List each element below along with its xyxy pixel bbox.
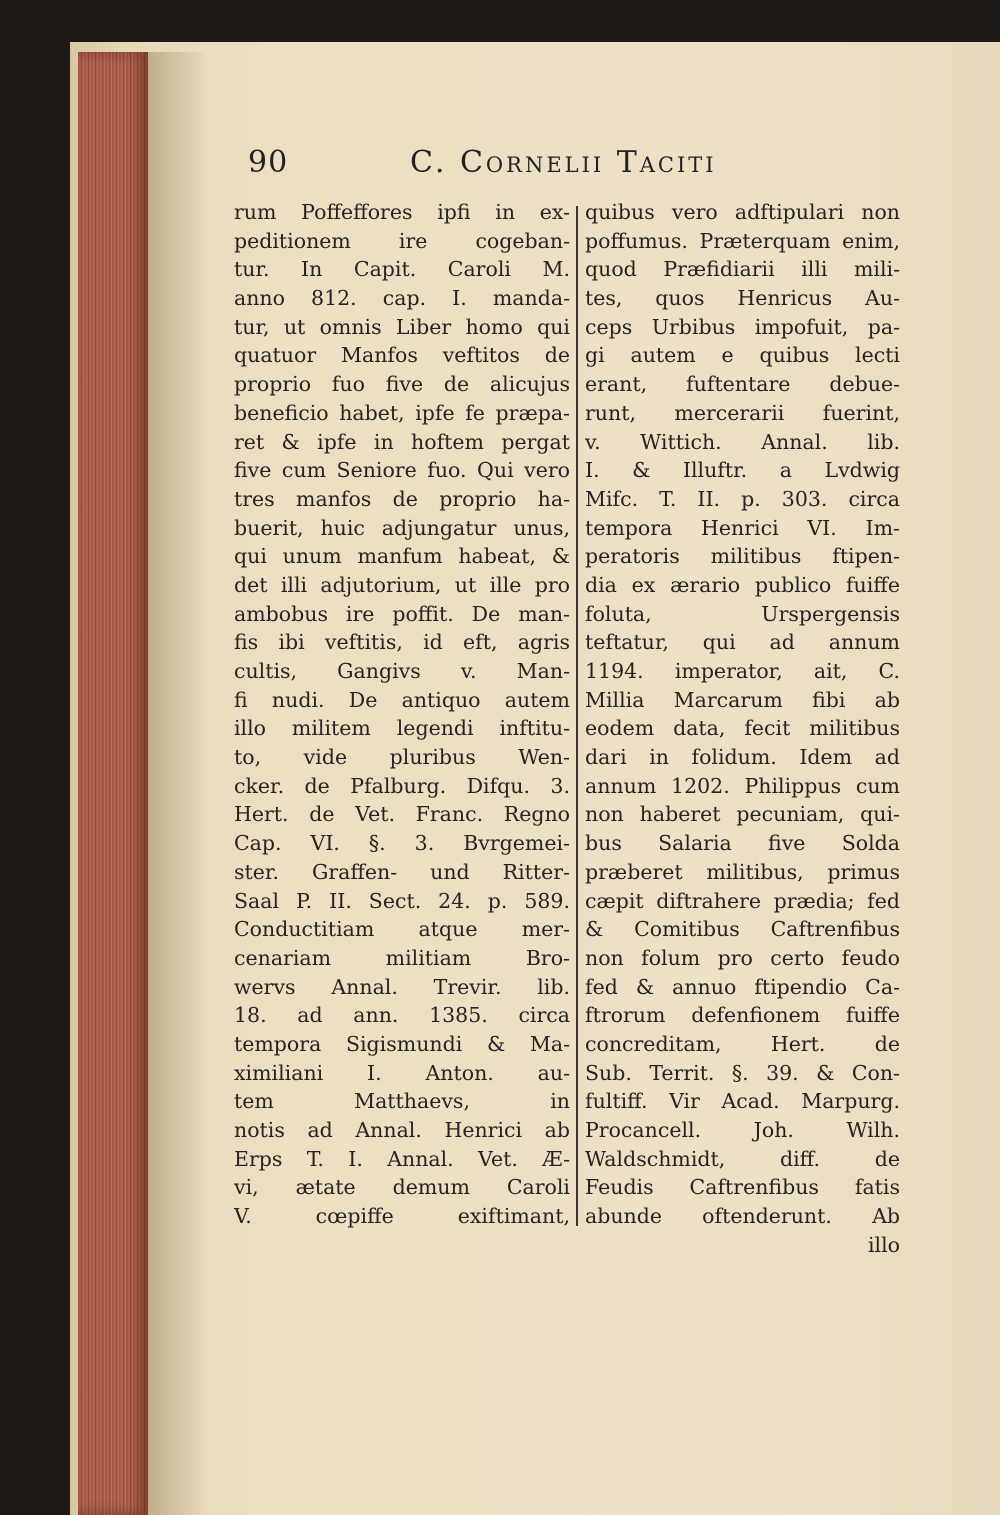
page-number: 90	[248, 145, 289, 180]
text-line: beneficio habet, ipfe fe præpa-	[234, 400, 570, 425]
binding-gutter	[148, 52, 208, 1515]
text-line: det illi adjutorium, ut ille pro	[234, 572, 570, 597]
text-line: fed & annuo ftipendio Ca-	[585, 974, 900, 999]
text-line: Sub. Territ. §. 39. & Con-	[585, 1060, 900, 1085]
text-line: cultis, Gangivs v. Man-	[234, 659, 570, 683]
text-line: v. Wittich. Annal. lib.	[585, 429, 900, 454]
text-line: wervs Annal. Trevir. lib.	[234, 974, 570, 999]
text-line: peratoris militibus ftipen-	[585, 544, 900, 569]
running-head: C. Cornelii Taciti	[410, 145, 717, 180]
text-line: I. & Illuftr. a Lvdwig	[585, 458, 900, 483]
text-line: Erps T. I. Annal. Vet. Æ-	[234, 1146, 570, 1171]
text-line: five cum Seniore fuo. Qui vero	[234, 458, 570, 483]
text-line: poffumus. Præterquam enim,	[585, 228, 900, 253]
text-line: tempora Sigismundi & Ma-	[234, 1031, 570, 1056]
text-line: ambobus ire poffit. De man-	[234, 601, 570, 626]
text-line: fi nudi. De antiquo autem	[234, 687, 570, 712]
text-line: præberet militibus, primus	[585, 859, 900, 884]
text-line: dia ex ærario publico fuiffe	[585, 572, 900, 597]
text-line: vi, ætate demum Caroli	[234, 1175, 570, 1200]
text-line: tur. In Capit. Caroli M.	[234, 257, 570, 282]
text-line: annum 1202. Philippus cum	[585, 773, 900, 798]
text-line: abunde oftenderunt. Ab	[585, 1204, 900, 1229]
text-line: tres manfos de proprio ha-	[234, 486, 570, 511]
text-line: Waldschmidt, diff. de	[585, 1146, 900, 1171]
text-line: tur, ut omnis Liber homo qui	[234, 314, 570, 339]
text-line: ftrorum defenfionem fuiffe	[585, 1003, 900, 1028]
text-line: tempora Henrici VI. Im-	[585, 515, 900, 540]
text-line: ximiliani I. Anton. au-	[234, 1060, 570, 1085]
left-column	[234, 198, 570, 1231]
text-line: rum Poffeffores ipfi in ex-	[234, 200, 570, 224]
text-line: illo militem legendi inftitu-	[234, 716, 570, 741]
text-line: 18. ad ann. 1385. circa	[234, 1003, 570, 1028]
text-line: V. cœpiffe exiftimant,	[234, 1204, 570, 1229]
text-line: tem Matthaevs, in	[234, 1089, 570, 1114]
text-line: bus Salaria five Solda	[585, 831, 900, 856]
page-edges	[78, 52, 148, 1515]
text-line: 1194. imperator, ait, C.	[585, 659, 900, 683]
text-line: cæpit diftrahere prædia; fed	[585, 888, 900, 913]
text-line: proprio fuo five de alicujus	[234, 372, 570, 397]
text-line: buerit, huic adjungatur unus,	[234, 515, 570, 540]
text-line: cenariam militiam Bro-	[234, 945, 570, 970]
catchword: illo	[867, 1232, 900, 1257]
text-line: Millia Marcarum fibi ab	[585, 687, 900, 712]
text-line: fultiff. Vir Acad. Marpurg.	[585, 1089, 900, 1114]
text-line: quatuor Manfos veftitos de	[234, 343, 570, 368]
text-line: Hert. de Vet. Franc. Regno	[234, 802, 570, 827]
text-line: peditionem ire cogeban-	[234, 228, 570, 253]
text-line: runt, mercerarii fuerint,	[585, 400, 900, 425]
column-divider	[576, 206, 578, 1226]
text-line: non folum pro certo feudo	[585, 945, 900, 970]
text-line: to, vide pluribus Wen-	[234, 745, 570, 770]
text-line: eodem data, fecit militibus	[585, 716, 900, 741]
text-line: Cap. VI. §. 3. Bvrgemei-	[234, 831, 570, 856]
text-line: non haberet pecuniam, qui-	[585, 802, 900, 827]
text-line: Feudis Caftrenfibus fatis	[585, 1175, 900, 1200]
text-line: erant, fuftentare debue-	[585, 372, 900, 397]
text-line: Conductitiam atque mer-	[234, 917, 570, 942]
text-line: qui unum manfum habeat, &	[234, 544, 570, 569]
text-line: Saal P. II. Sect. 24. p. 589.	[234, 888, 570, 913]
text-line: anno 812. cap. I. manda-	[234, 286, 570, 311]
text-line: dari in folidum. Idem ad	[585, 745, 900, 770]
text-line: ret & ipfe in hoftem pergat	[234, 429, 570, 454]
right-column	[585, 198, 900, 1259]
text-line: fis ibi veftitis, id eft, agris	[234, 630, 570, 655]
text-line: quod Præfidiarii illi mili-	[585, 257, 900, 282]
text-line: ceps Urbibus impofuit, pa-	[585, 314, 900, 339]
text-line: Mifc. T. II. p. 303. circa	[585, 486, 900, 511]
text-line: quibus vero adftipulari non	[585, 200, 900, 224]
text-line: & Comitibus Caftrenfibus	[585, 917, 900, 942]
text-line: Procancell. Joh. Wilh.	[585, 1118, 900, 1142]
text-line: cker. de Pfalburg. Difqu. 3.	[234, 773, 570, 798]
text-line: notis ad Annal. Henrici ab	[234, 1118, 570, 1142]
text-line: tes, quos Henricus Au-	[585, 286, 900, 311]
text-line: gi autem e quibus lecti	[585, 343, 900, 368]
text-line: teftatur, qui ad annum	[585, 630, 900, 655]
text-line: foluta, Urspergensis	[585, 601, 900, 626]
text-line: ster. Graffen- und Ritter-	[234, 859, 570, 884]
text-line: concreditam, Hert. de	[585, 1031, 900, 1056]
